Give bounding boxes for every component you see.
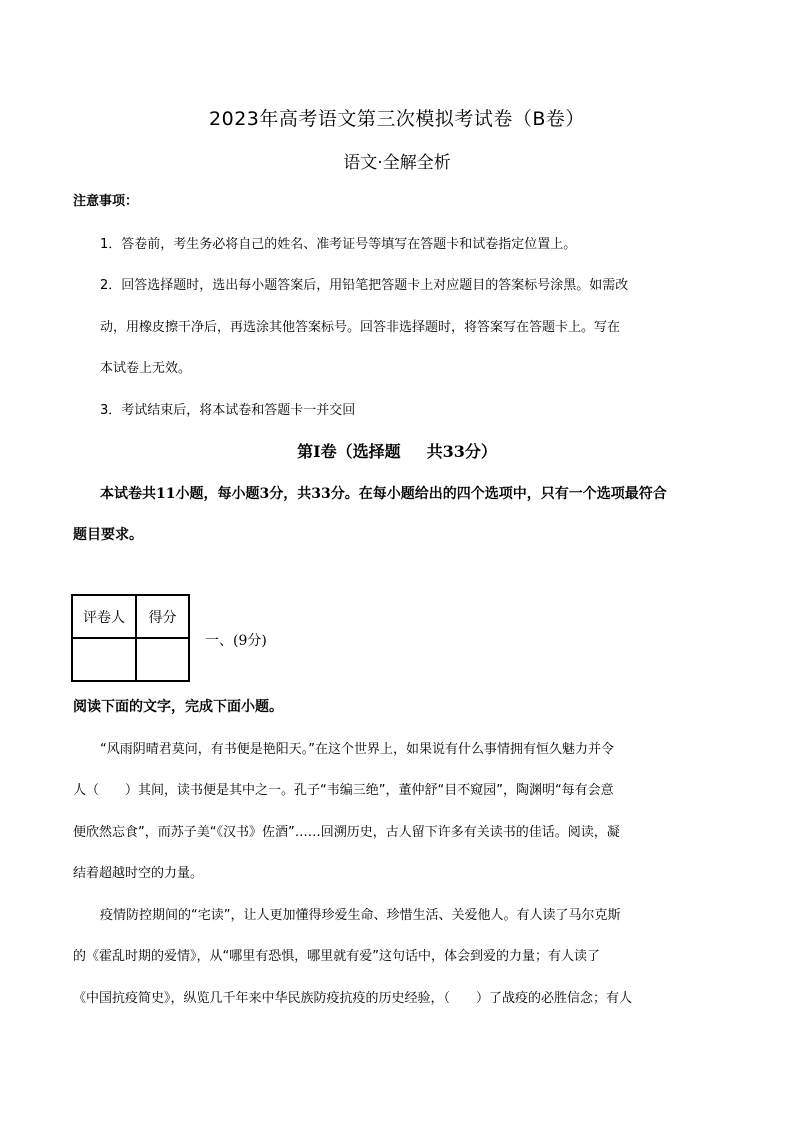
score-table-score-cell [136, 638, 189, 681]
section-intro-line: 题目要求。 [73, 527, 143, 543]
section-heading-left: 第Ⅰ卷（选择题 [297, 442, 401, 461]
exam-title: 2023年高考语文第三次模拟考试卷（B卷） [209, 108, 585, 130]
passage-line: 的《霍乱时期的爱情》，从“哪里有恐惧，哪里就有爱”这句话中，体会到爱的力量；有人读了 [73, 949, 600, 964]
section-intro-line: 本试卷共11小题，每小题3分，共33分。在每小题给出的四个选项中，只有一个选项最符合 [100, 486, 667, 502]
passage-line: 便欣然忘食”，而苏子美“《汉书》佐酒”……回溯历史，古人留下许多有关读书的佳话。阅读，凝 [73, 825, 620, 840]
part-label: 一、(9分) [205, 633, 267, 649]
reading-heading: 阅读下面的文字，完成下面小题。 [73, 699, 283, 715]
passage-line: 疫情防控期间的“宅读”，让人更加懂得珍爱生命、珍惜生活、关爱他人。有人读了马尔克斯 [100, 908, 621, 923]
score-table-grader-cell [72, 638, 136, 681]
section-heading [0, 439, 794, 462]
notice-line: 1．答卷前，考生务必将自己的姓名、准考证号等填写在答题卡和试卷指定位置上。 [100, 237, 577, 252]
score-table [71, 594, 190, 682]
notice-line: 本试卷上无效。 [100, 361, 192, 376]
notice-line: 动，用橡皮擦干净后，再选涂其他答案标号。回答非选择题时，将答案写在答题卡上。写在 [100, 320, 621, 335]
passage-line: “风雨阴晴君莫问，有书便是艳阳天。”在这个世界上，如果说有什么事情拥有恒久魅力并令 [100, 742, 614, 757]
score-table-header-grader: 评卷人 [72, 595, 136, 638]
notice-line: 2．回答选择题时，选出每小题答案后，用铅笔把答题卡上对应题目的答案标号涂黑。如需改 [100, 278, 629, 293]
exam-subtitle: 语文·全解全析 [343, 153, 451, 173]
passage-line: 结着超越时空的力量。 [73, 866, 204, 881]
notice-line: 3．考试结束后，将本试卷和答题卡一并交回 [100, 403, 356, 418]
notice-heading: 注意事项： [73, 194, 139, 209]
passage-line: 人（ ）其间，读书便是其中之一。孔子“韦编三绝”，董仲舒“目不窥园”，陶渊明“每有会意 [73, 783, 614, 798]
section-heading-right: 共33分） [426, 442, 497, 461]
score-table-header-score: 得分 [136, 595, 189, 638]
passage-line: 《中国抗疫简史》，纵览几千年来中华民族防疫抗疫的历史经验，（ ）了战疫的必胜信念；有人 [73, 991, 633, 1006]
